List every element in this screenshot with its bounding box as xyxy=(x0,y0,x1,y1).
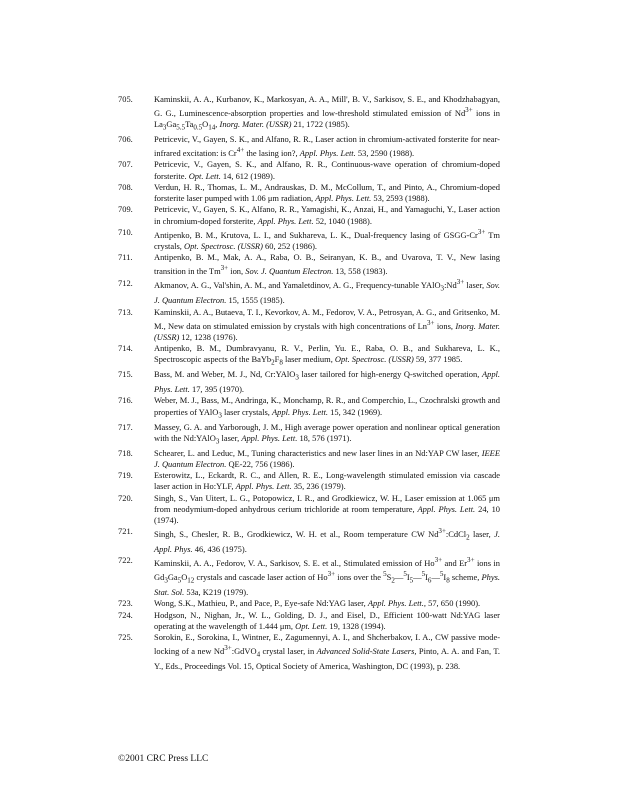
reference-text: Singh, S., Van Uitert, L. G., Potopowicz, I. R., and Grodkiewicz, W. H., Laser emission at 1.065 μm from neodymium-doped anhydrous cerium trichloride at room temperature, Appl. Phys. Lett. 24, 10 (1974). xyxy=(154,492,500,526)
reference-entry xyxy=(118,159,500,181)
reference-number: 709. xyxy=(118,204,133,215)
reference-entry xyxy=(118,422,500,448)
reference-number: 722. xyxy=(118,555,133,566)
reference-entry xyxy=(118,555,500,598)
reference-text: Antipenko, B. M., Dumbravyanu, R. V., Perlin, Yu. E., Raba, O. B., and Sukhareva, L. K., Spectroscopic aspects of the $BaYb_2F_8$ laser medium, Opt. Spectrosc. (USSR) 59, 377 1985. xyxy=(154,343,500,367)
reference-entry xyxy=(118,227,500,252)
reference-list xyxy=(118,94,500,672)
reference-text: Esterowitz, L., Eckardt, R. C., and Allen, R. E., Long-wavelength stimulated emission via cascade laser action in Ho:YLF, Appl. Phys. Lett. 35, 236 (1979). xyxy=(154,470,500,492)
reference-entry xyxy=(118,448,500,470)
reference-text: Bass, M. and Weber, M. J., Nd, Cr:YAlO$_3$ laser tailored for high-energy Q-switched operation, Appl. Phys. Lett. 17, 395 (1970). xyxy=(154,369,500,395)
reference-number: 723. xyxy=(118,598,133,609)
reference-text: Petricevic, V., Gayen, S. K., and Alfano, R. R., Continuous-wave operation of chromium-doped forsterite. Opt. Lett. 14, 612 (1989). xyxy=(154,159,500,181)
reference-entry xyxy=(118,134,500,159)
reference-text: Massey, G. A. and Yarborough, J. M., High average power operation and nonlinear optical generation with the Nd:YAlO$_3$ laser, Appl. Phys. Lett. 18, 576 (1971). xyxy=(154,421,500,446)
reference-number: 725. xyxy=(118,632,133,643)
reference-entry xyxy=(118,204,500,226)
reference-text: Antipenko, B. M., Mak, A. A., Raba, O. B., Seiranyan, K. B., and Uvarova, T. V., New lasing transition in the $Tm^{3+}$ ion, Sov. J. Quantum Electron. 13, 558 (1983). xyxy=(154,252,500,277)
reference-number: 712. xyxy=(118,277,133,288)
reference-text: Akmanov, A. G., Val'shin, A. M., and Yamaletdinov, A. G., Frequency-tunable $YAlO_3:Nd^{3+}$ laser, Sov. J. Quantum Electron. 15, 1555 (1985). xyxy=(154,278,500,306)
reference-text: Petricevic, V., Gayen, S. K., Alfano, R. R., Yamagishi, K., Anzai, H., and Yamaguchi, Y., Laser action in chromium-doped forsterite, Appl. Phys. Lett. 52, 1040 (1988). xyxy=(154,204,500,226)
reference-number: 717. xyxy=(118,421,133,432)
reference-entry xyxy=(118,182,500,204)
copyright-footer: ©2001 CRC Press LLC xyxy=(118,754,209,764)
reference-text: Petricevic, V., Gayen, S. K., and Alfano, R. R., Laser action in chromium-activated forsterite for near-infrared excitation: is $Cr^{4+}$ the lasing ion?, Appl. Phys. Lett. 53, 2590 (1988). xyxy=(154,134,500,159)
reference-text: Schearer, L. and Leduc, M., Tuning characteristics and new laser lines in an Nd:YAP CW laser, IEEE J. Quantum Electron. QE-22, 756 (1986). xyxy=(154,447,500,469)
reference-entry xyxy=(118,395,500,421)
reference-number: 713. xyxy=(118,306,133,317)
reference-number: 721. xyxy=(118,526,133,537)
reference-number: 715. xyxy=(118,369,133,380)
reference-entry xyxy=(118,252,500,277)
reference-entry xyxy=(118,343,500,369)
reference-entry xyxy=(118,307,500,343)
reference-entry xyxy=(118,598,500,609)
reference-entry xyxy=(118,369,500,395)
reference-number: 720. xyxy=(118,492,133,503)
reference-text: Kaminskii, A. A., Fedorov, V. A., Sarkisov, S. E. et al., Stimulated emission of $Ho^{3+}$ and $Er^{3+}$ ions in $Gd_3Ga_5O_{12}$ crystals and cascade laser action of $Ho^{3+}$ ions over the $^5S_2—^5I_5—^5I_6—^5I_8$ scheme, Phys. Stat. Sol. 53a, K219 (1979). xyxy=(154,556,500,598)
reference-text: Antipenko, B. M., Krutova, L. I., and Sukhareva, L. K., Dual-frequency lasing of GSGG-$Cr^{3+}$ Tm crystals, Opt. Spectrosc. (USSR) 60, 252 (1986). xyxy=(154,227,500,251)
reference-text: Weber, M. J., Bass, M., Andringa, K., Monchamp, R. R., and Comperchio, L., Czochralski growth and properties of YAlO$_3$ laser crystals, Appl. Phys. Lett. 15, 342 (1969). xyxy=(154,395,500,420)
reference-text: Sorokin, E., Sorokina, I., Wintner, E., Zagumennyi, A. I., and Shcherbakov, I. A., CW passive mode-locking of a new $Nd^{3+}:GdVO_4$ crystal laser, in Advanced Solid-State Lasers, Pinto, A. A. and Fan, T. Y., Eds., Proceedings Vol. 15, Optical Society of America, Washington, DC (1993), p. 238. xyxy=(154,632,500,672)
reference-number: 714. xyxy=(118,343,133,354)
reference-text: Kaminskii, A. A., Kurbanov, K., Markosyan, A. A., Mill', B. V., Sarkisov, S. E., and Khodzhabagyan, G. G., Luminescence-absorption properties and low-threshold stimulated emission of $Nd^{3+}$ ions in $La_3Ga_{5.5}Ta_{0.5}O_{14}$, Inorg. Mater. (USSR) 21, 1722 (1985). xyxy=(154,94,500,132)
reference-entry xyxy=(118,278,500,307)
reference-text: Singh, S., Chesler, R. B., Grodkiewicz, W. H. et al., Room temperature CW $Nd^{3+}:CdCl_2$ laser, J. Appl. Phys. 46, 436 (1975). xyxy=(154,527,500,555)
reference-entry xyxy=(118,632,500,672)
reference-entry xyxy=(118,470,500,492)
reference-number: 719. xyxy=(118,470,133,481)
reference-text: Verdun, H. R., Thomas, L. M., Andrauskas, D. M., McCollum, T., and Pinto, A., Chromium-doped forsterite laser pumped with 1.06 μm radiation, Appl. Phys. Lett. 53, 2593 (1988). xyxy=(154,181,500,204)
reference-entry xyxy=(118,94,500,134)
reference-entry xyxy=(118,493,500,526)
reference-number: 710. xyxy=(118,226,133,237)
reference-number: 724. xyxy=(118,609,133,620)
reference-number: 707. xyxy=(118,159,133,170)
reference-text: Hodgson, N., Nighan, Jr., W. L., Golding, D. J., and Eisel, D., Efficient 100-watt Nd:YAG laser operating at the wavelength of 1.444 μm, Opt. Lett. 19, 1328 (1994). xyxy=(154,609,500,631)
reference-text: Wong, S.K., Mathieu, P., and Pace, P., Eye-safe Nd:YAG laser, Appl. Phys. Lett., 57, 650 (1990). xyxy=(154,598,481,609)
reference-number: 705. xyxy=(118,94,133,104)
reference-number: 708. xyxy=(118,181,133,192)
reference-number: 706. xyxy=(118,134,133,145)
reference-entry xyxy=(118,610,500,632)
reference-text: Kaminskii, A. A., Butaeva, T. I., Kevorkov, A. M., Fedorov, V. A., Petrosyan, A. G., and Gritsenko, M. M., New data on stimulated emission by crystals with high concentrations of $Ln^{3+}$ ions, Inorg. Mater. (USSR) 12, 1238 (1976). xyxy=(154,306,500,342)
reference-number: 711. xyxy=(118,252,133,263)
reference-number: 718. xyxy=(118,447,133,458)
reference-entry xyxy=(118,526,500,555)
reference-number: 716. xyxy=(118,395,133,406)
